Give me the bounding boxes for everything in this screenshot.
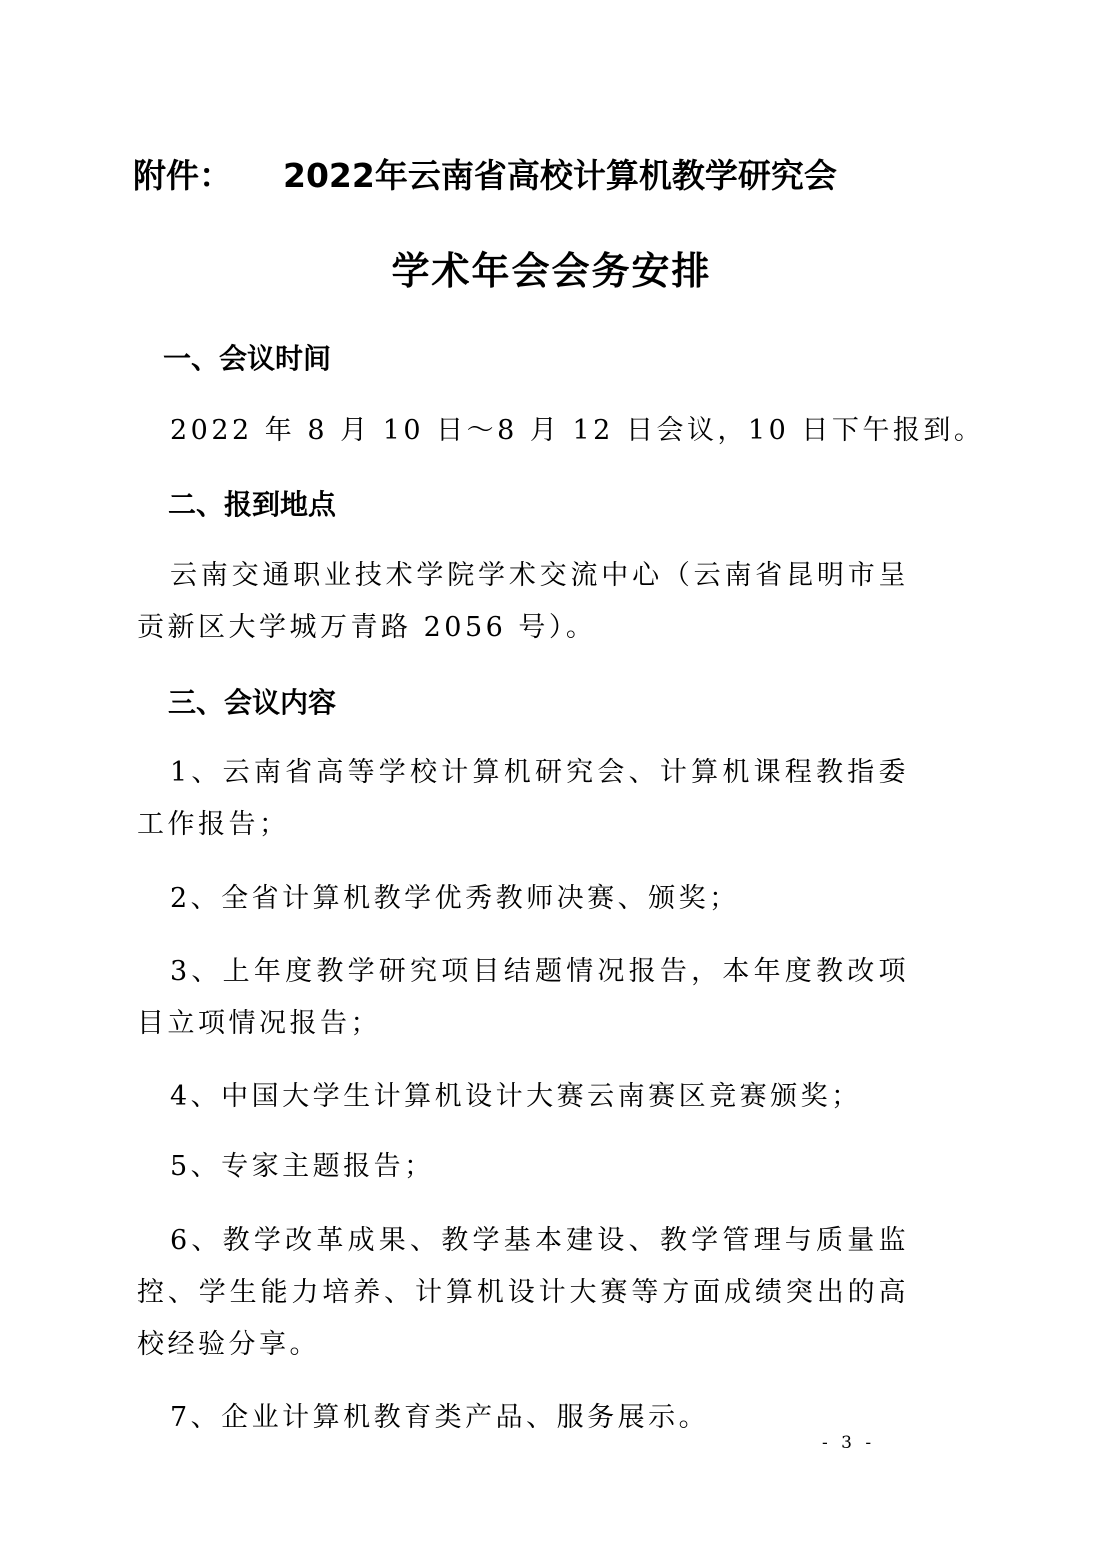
content-item-7: 7、企业计算机教育类产品、服务展示。 xyxy=(170,1402,710,1433)
content-item-5: 5、专家主题报告； xyxy=(170,1151,435,1182)
title-subtitle: 学术年会会务安排 xyxy=(391,249,712,293)
page-number: - 3 - xyxy=(822,1433,876,1453)
content-item-4: 4、中国大学生计算机设计大赛云南赛区竞赛颁奖； xyxy=(170,1081,862,1112)
title-line xyxy=(133,150,837,197)
content-item-1: 1、云南省高等学校计算机研究会、计算机课程教指委工作报告； xyxy=(137,757,909,840)
section-heading-location: 二、报到地点 xyxy=(168,488,337,521)
attachment-label: 附件： xyxy=(133,156,232,195)
section-heading-time: 一、会议时间 xyxy=(163,342,332,375)
content-item-6: 6、教学改革成果、教学基本建设、教学管理与质量监控、学生能力培养、计算机设计大赛等方面成绩突出的高校经验分享。 xyxy=(137,1225,909,1360)
content-item-3: 3、上年度教学研究项目结题情况报告，本年度教改项目立项情况报告； xyxy=(137,956,909,1039)
location-paragraph: 云南交通职业技术学院学术交流中心（云南省昆明市呈贡新区大学城万青路 2056 号）。 xyxy=(137,560,909,643)
section-heading-content: 三、会议内容 xyxy=(168,686,337,719)
content-item-2: 2、全省计算机教学优秀教师决赛、颁奖； xyxy=(170,883,740,914)
title-main: 2022年云南省高校计算机教学研究会 xyxy=(283,156,837,195)
meeting-time-paragraph: 2022 年 8 月 10 日～8 月 12 日会议，10 日下午报到。 xyxy=(170,415,985,446)
